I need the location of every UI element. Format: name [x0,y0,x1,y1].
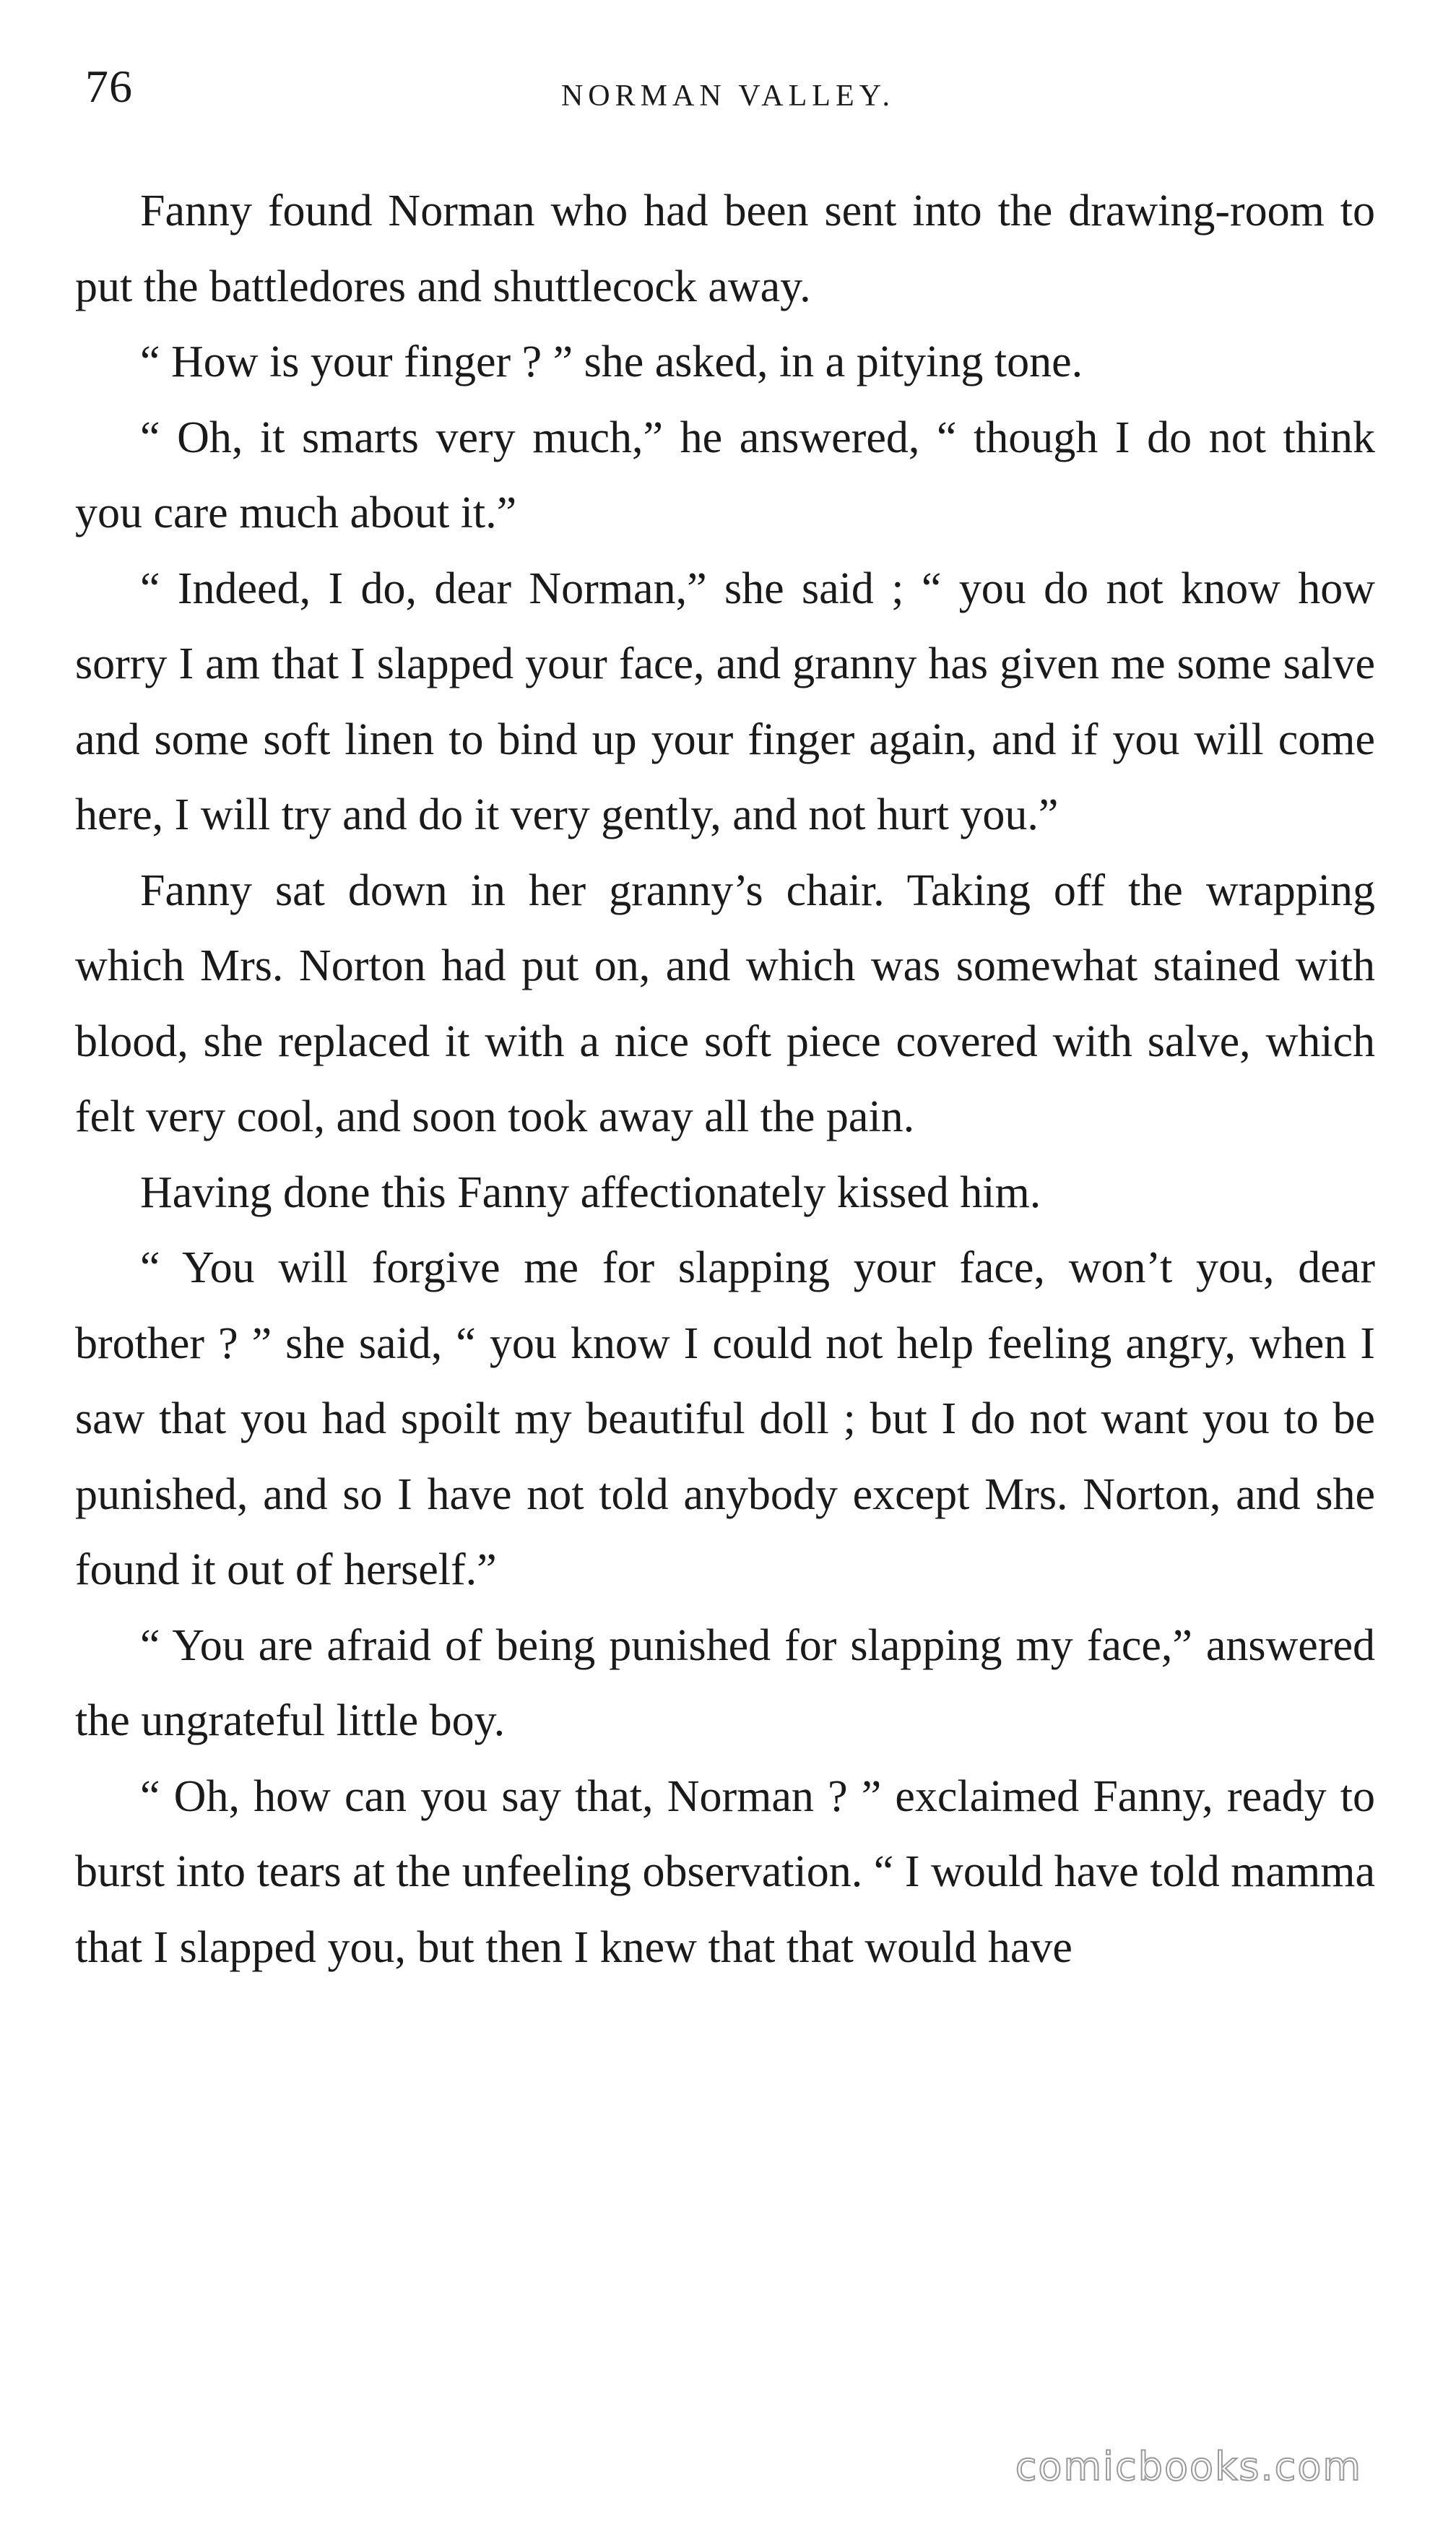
paragraph: “ You are afraid of being punished for slapping my face,” answered the ungrateful little boy. [75,1620,1375,1745]
running-title: NORMAN VALLEY. [560,79,896,113]
body-text [75,173,1375,1985]
paragraph: “ Indeed, I do, dear Norman,” she said ; “ you do not know how sorry I am that I slapped your face, and granny has given me some salve and some soft linen to bind up your finger again, and if you will come here, I will try and do it very gently, and not hurt you.” [75,563,1375,839]
paragraph: “ Oh, it smarts very much,” he answered, “ though I do not think you care much about it.” [75,412,1375,537]
page-number: 76 [85,61,133,112]
paragraph: Having done this Fanny affectionately kissed him. [140,1167,1041,1217]
paragraph: Fanny sat down in her granny’s chair. Taking off the wrapping which Mrs. Norton had put on, and which was somewhat stained with blood, she replaced it with a nice soft piece covered with salve, which felt very cool, and soon took away all the pain. [75,865,1375,1141]
paragraph: Fanny found Norman who had been sent into the drawing-room to put the battledores and shuttlecock away. [75,186,1375,311]
watermark: comicbooks.com [1015,2444,1362,2489]
paragraph: “ You will forgive me for slapping your face, won’t you, dear brother ? ” she said, “ you know I could not help feeling angry, when I saw that you had spoilt my beautiful doll ; but I do not want you to be punished, and so I have not told anybody except Mrs. Norton, and she found it out of herself.” [75,1243,1375,1594]
paragraph: “ How is your finger ? ” she asked, in a pitying tone. [140,337,1083,386]
paragraph: “ Oh, how can you say that, Norman ? ” exclaimed Fanny, ready to burst into tears at the unfeeling observation. “ I would have told mamma that I slapped you, but then I knew that that would have [75,1771,1375,1972]
